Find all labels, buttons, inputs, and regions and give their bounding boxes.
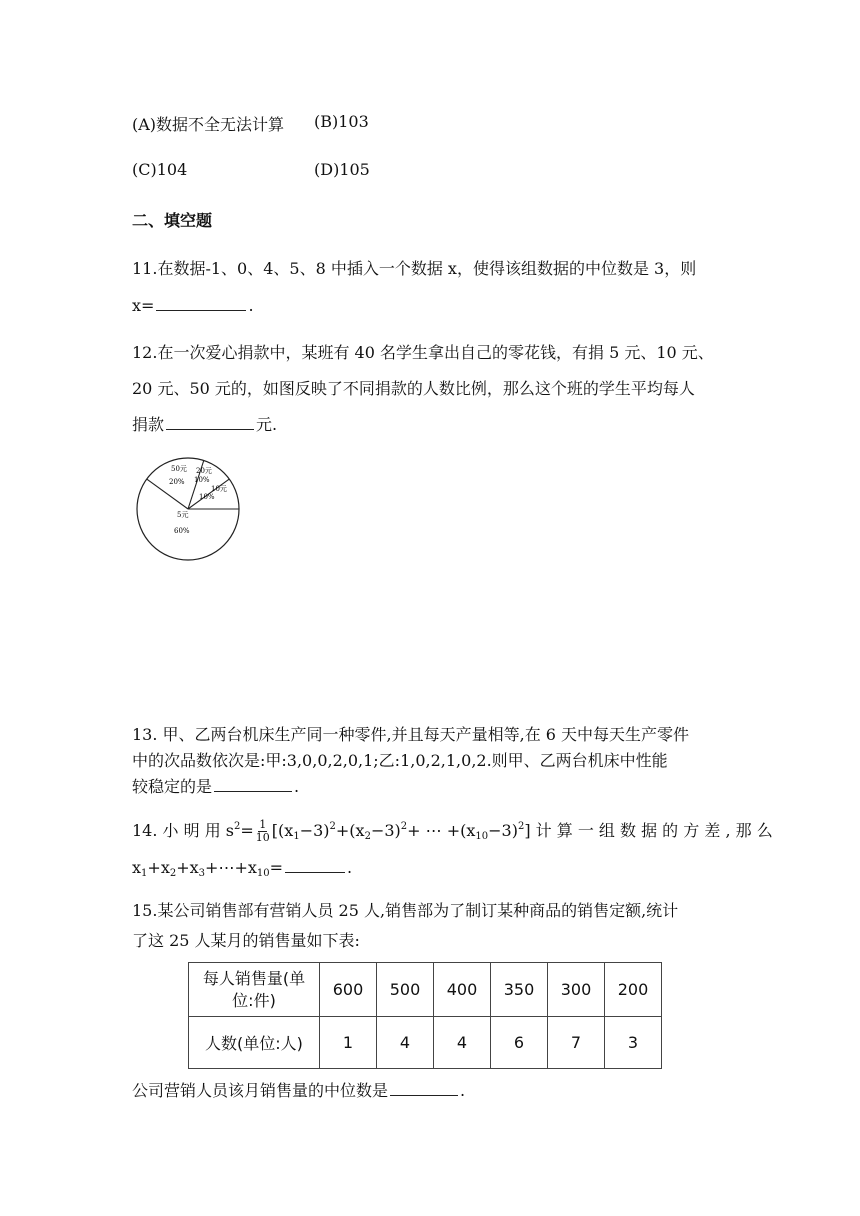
q12-line3 — [132, 412, 277, 435]
section-title: 二、填空题 — [132, 211, 213, 230]
q11-answer-blank[interactable] — [156, 296, 246, 311]
table-cell: 7 — [548, 1017, 605, 1069]
q11-line2 — [132, 296, 254, 315]
sales-table — [188, 962, 662, 1069]
q13-line1: 13. 甲、乙两台机床生产同一种零件,并且每天产量相等,在 6 天中每天生产零件 — [132, 725, 690, 744]
table-cell: 6 — [491, 1017, 548, 1069]
q14-l2-s1: 1 — [141, 868, 148, 879]
q12-answer-blank[interactable] — [166, 415, 254, 430]
q15-line2: 了这 25 人某月的销售量如下表: — [132, 931, 360, 950]
label-20-pct: 10% — [194, 476, 210, 484]
header-part-a: 每人销售量(单 — [202, 968, 306, 988]
table-cell: 3 — [605, 1017, 662, 1069]
label-5-yuan: 5元 — [177, 511, 189, 519]
q14-t2sup: 2 — [400, 821, 408, 832]
q13-answer-blank[interactable] — [214, 777, 292, 792]
q14-bracket-close: ] — [524, 821, 531, 840]
q14-sup-2: 2 — [234, 821, 241, 832]
q14-l2-p2: +x — [176, 858, 199, 877]
q13-period: . — [294, 777, 300, 796]
table-row — [189, 1017, 662, 1069]
q14-l2-s3: 3 — [198, 868, 206, 879]
table-cell: 350 — [491, 963, 548, 1017]
q14-t1: [(x — [271, 821, 294, 840]
table-row — [189, 963, 662, 1017]
q14-fraction — [256, 819, 270, 844]
frac-denominator: 10 — [255, 831, 270, 844]
q13-stable: 较稳定的是 — [132, 777, 213, 796]
q14-tail: 计 算 一 组 数 据 的 方 差 , 那 么 — [530, 821, 773, 840]
table-cell: 300 — [548, 963, 605, 1017]
q15-period: . — [460, 1081, 466, 1100]
q11-x-eq: x= — [132, 296, 155, 315]
table-cell: 600 — [320, 963, 377, 1017]
q14-l2-p1: +x — [147, 858, 170, 877]
header-part-b: 位:件) — [232, 990, 276, 1010]
label-50-yuan: 50元 — [171, 465, 187, 473]
donation-pie-chart — [134, 455, 244, 565]
q14-intro: 14. 小 明 用 s — [132, 821, 235, 840]
q11-line1: 11.在数据-1、0、4、5、8 中插入一个数据 x，使得该组数据的中位数是 3，则 — [132, 259, 697, 278]
label-5-pct: 60% — [174, 527, 190, 535]
q15-line1: 15.某公司销售部有营销人员 25 人,销售部为了制订某种商品的销售定额,统计 — [132, 901, 679, 920]
q14-l2-s2: 2 — [169, 868, 177, 879]
q12-line2: 20 元、50 元的，如图反映了不同捐款的人数比例，那么这个班的学生平均每人 — [132, 379, 695, 398]
q14-period: . — [347, 858, 353, 877]
q14-t1b: −3) — [299, 821, 330, 840]
table-cell: 4 — [377, 1017, 434, 1069]
q14-sub2: 2 — [364, 831, 371, 842]
q15-after-line — [132, 1078, 465, 1101]
option-a: (A)数据不全无法计算 — [132, 115, 285, 134]
q15-answer-blank[interactable] — [390, 1081, 458, 1096]
q14-t3sup: 2 — [517, 821, 525, 832]
q14-sub1: 1 — [293, 831, 300, 842]
table-cell: 200 — [605, 963, 662, 1017]
table-header-count: 人数(单位:人) — [189, 1017, 320, 1069]
q14-line2 — [132, 858, 352, 879]
q14-l2-p3: +⋯+x — [205, 858, 257, 877]
q12-yuan: 元. — [256, 415, 278, 434]
q13-line3 — [132, 774, 299, 797]
q14-l2-eq: = — [269, 858, 284, 877]
table-cell: 500 — [377, 963, 434, 1017]
q15-median-text: 公司营销人员该月销售量的中位数是 — [132, 1081, 389, 1100]
q14-t2a: +(x — [335, 821, 365, 840]
q12-donate: 捐款 — [132, 415, 165, 434]
table-cell: 400 — [434, 963, 491, 1017]
label-50-pct: 20% — [169, 478, 185, 486]
q12-line1: 12.在一次爱心捐款中，某班有 40 名学生拿出自己的零花钱，有捐 5 元、10 元、 — [132, 343, 714, 362]
q11-period: . — [248, 296, 254, 315]
option-c: (C)104 — [132, 160, 188, 179]
q14-t3b: −3) — [488, 821, 518, 840]
q14-line1 — [132, 818, 773, 844]
q14-answer-blank[interactable] — [285, 858, 345, 873]
q14-t1sup: 2 — [329, 821, 336, 832]
label-20-yuan: 20元 — [196, 467, 212, 475]
q14-l2-x: x — [132, 858, 142, 877]
table-header-sales — [189, 963, 320, 1017]
q13-line2: 中的次品数依次是:甲:3,0,0,2,0,1;乙:1,0,2,1,0,2.则甲、乙两台机床中性能 — [132, 751, 668, 770]
q14-sub10: 10 — [475, 831, 489, 842]
table-cell: 1 — [320, 1017, 377, 1069]
q14-eq: = — [240, 821, 254, 840]
label-10-pct: 10% — [199, 493, 215, 501]
frac-numerator: 1 — [259, 818, 267, 831]
q14-l2-s10: 10 — [256, 868, 270, 879]
option-d: (D)105 — [314, 160, 370, 179]
label-10-yuan: 10元 — [211, 485, 227, 493]
option-b: (B)103 — [314, 112, 369, 131]
q14-t2b: −3) — [370, 821, 401, 840]
q14-t3: + ⋯ +(x — [407, 821, 476, 840]
table-cell: 4 — [434, 1017, 491, 1069]
